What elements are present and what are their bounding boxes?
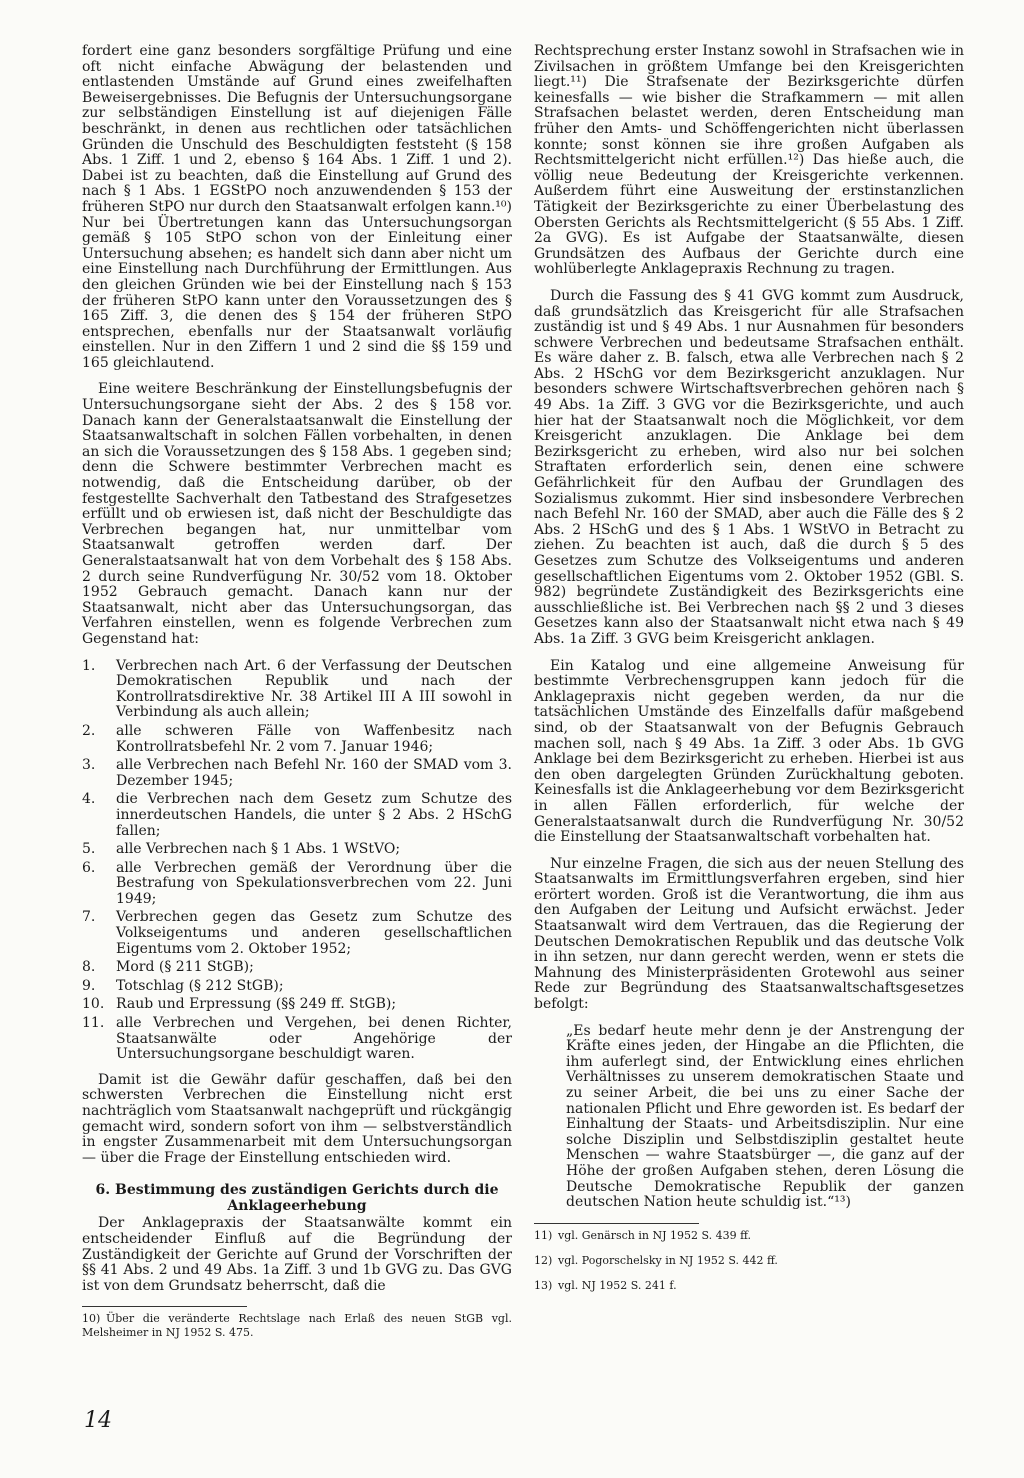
left-paragraph-3: Damit ist die Gewähr dafür geschaffen, daß bei den schwersten Verbrechen die Einstellung nicht erst nachträglich vom Staatsanwalt nachgeprüft und rückgängig gemacht wird, sondern sofort von ihm — selbstverständlich in engster Zusammenarbeit mit dem Untersuchungsorgan — über die Frage der Einstellung entschieden wird. <box>82 1071 512 1166</box>
left-paragraph-4: Der Anklagepraxis der Staatsanwälte kommt ein entscheidender Einfluß auf die Begründung der Zuständigkeit der Gerichte auf Grund der Vorschriften der §§ 41 Abs. 2 und 49 Abs. 1a Ziff. 3 und 1b GVG zu. Das GVG ist von dem Grundsatz beherrscht, daß die <box>82 1215 512 1294</box>
list-item: 8. Mord (§ 211 StGB); <box>82 959 254 976</box>
footnote-divider <box>82 1306 247 1307</box>
list-item: 7. Verbrechen gegen das Gesetz zum Schutze des Volkseigentums und anderen gesellschaftlichen Eigentums vom 2. Oktober 1952; <box>82 909 512 957</box>
right-paragraph-2: Durch die Fassung des § 41 GVG kommt zum Ausdruck, daß grundsätzlich das Kreisgericht für alle Strafsachen zuständig ist und § 49 Abs. 1 nur Ausnahmen für besonders schwere Verbrechen und bedeutsame Strafsachen enthält. Es wäre daher z. B. falsch, etwa alle Verbrechen nach § 2 Abs. 2 HSchG vor dem Bezirksgericht anzuklagen. Nur besonders schwere Wirtschaftsverbrechen gehören nach § 49 Abs. 1a Ziff. 3 GVG vor die Bezirksgerichte, und auch hier hat der Staatsanwalt noch die Möglichkeit, vor dem Kreisgericht anzuklagen. Die Anklage bei dem Bezirksgericht zu erheben, wird also nur bei solchen Straftaten erforderlich sein, denen eine schwere Gefährlichkeit für den Aufbau der Grundlagen des Sozialismus zukommt. Hier sind insbesondere Verbrechen nach Befehl Nr. 160 der SMAD, aber auch die Fälle des § 2 Abs. 2 HSchG und des § 1 Abs. 1 WStVO in Betracht zu ziehen. Zu beachten ist auch, daß die durch § 5 des Gesetzes zum Schutze des Volkseigentums und anderen gesellschaftlichen Eigentums vom 2. Oktober 1952 (GBl. S. 982) begründete Zuständigkeit des Bezirksgerichts eine ausschließliche ist. Bei Verbrechen nach §§ 2 und 3 dieses Gesetzes kann also der Staatsanwalt nicht etwa nach § 49 Abs. 1a Ziff. 3 GVG beim Kreisgericht anklagen. <box>534 287 964 647</box>
right-column <box>534 44 964 1304</box>
page-number: 14 <box>84 1408 112 1433</box>
list-item: 11. alle Verbrechen und Vergehen, bei denen Richter, Staatsanwälte oder Angehörige der Untersuchungsorgane beschuldigt waren. <box>82 1015 512 1063</box>
offense-list <box>82 659 512 1063</box>
footnote: 13) vgl. NJ 1952 S. 241 f. <box>534 1278 677 1292</box>
left-column <box>82 44 512 1351</box>
right-paragraph-1: Rechtsprechung erster Instanz sowohl in Strafsachen wie in Zivilsachen in größtem Umfange bei den Kreisgerichten liegt.¹¹) Die Strafsenate der Bezirksgerichte dürfen keinesfalls — wie bisher die Strafkammern — mit allen Strafsachen belastet werden, deren Entscheidung man früher den Amts- und Schöffengerichten nicht überlassen konnte; sonst können sie ihre großen Aufgaben als Rechtsmittelgericht nicht erfüllen.¹²) Das hieße auch, die völlig neue Bedeutung der Kreisgerichte verkennen. Außerdem führt eine Ausweitung der erstinstanzlichen Tätigkeit der Bezirksgerichte zu einer Überbelastung des Obersten Gerichts als Rechtsmittelgericht (§ 55 Abs. 1 Ziff. 2a GVG). Es ist Aufgabe der Staatsanwälte, diesen Grundsätzen des Aufbaus der Gerichte durch eine wohlüberlegte Anklagepraxis Rechnung zu tragen. <box>534 43 964 278</box>
right-paragraph-4: Nur einzelne Fragen, die sich aus der neuen Stellung des Staatsanwalts im Ermittlungsverfahren ergeben, sind hier erörtert worden. Groß ist die Verantwortung, die ihm aus den Aufgaben der Leitung und Aufsicht erwächst. Jeder Staatsanwalt wird dem Vertrauen, das die Regierung der Deutschen Demokratischen Republik und das deutsche Volk in ihn setzen, nur dann gerecht werden, wenn er stets die Mahnung des Ministerpräsidenten Grotewohl aus seiner Rede zur Begründung des Staatsanwaltschaftsgesetzes befolgt: <box>534 855 964 1013</box>
grotewohl-quote: „Es bedarf heute mehr denn je der Anstrengung der Kräfte eines jeden, der Hingabe an die Pflichten, die ihm auferlegt sind, der Entwicklung eines ehrlichen Verhältnisses zu unserem demokratischen Staate und zu seiner Arbeit, die bei uns zu einer Sache der nationalen Pflicht und Ehre geworden ist. Es bedarf der Einhaltung der Staats- und Arbeitsdisziplin. Nur eine solche Disziplin und Selbstdisziplin gestaltet heute Menschen — wahre Staatsbürger —, die ganz auf der Höhe der großen Aufgaben stehen, deren Lösung die Deutsche Demokratische Republik der ganzen deutschen Nation heute schuldig ist.“¹³) <box>566 1022 964 1211</box>
footnote: 10) Über die veränderte Rechtslage nach Erlaß des neuen StGB vgl. Melsheimer in NJ 1952 S. 475. <box>82 1312 512 1340</box>
footnote: 12) vgl. Pogorschelsky in NJ 1952 S. 442 ff. <box>534 1253 778 1267</box>
section-heading: 6. Bestimmung des zuständigen Gerichts durch die Anklageerhebung <box>95 1182 499 1215</box>
list-item: 1. Verbrechen nach Art. 6 der Verfassung der Deutschen Demokratischen Republik und nach der Kontrollratsdirektive Nr. 38 Artikel III A III sowohl in Verbindung als auch allein; <box>82 657 512 721</box>
right-paragraph-3: Ein Katalog und eine allgemeine Anweisung für bestimmte Verbrechensgruppen kann jedoch für die Anklagepraxis nicht gegeben werden, da nur die tatsächlichen Umstände des Einzelfalls dafür maßgebend sind, ob der Staatsanwalt von der Befugnis Gebrauch machen soll, nach § 49 Abs. 1a Ziff. 3 oder Abs. 1b GVG Anklage bei dem Bezirksgericht zu erheben. Hierbei ist aus den oben dargelegten Gründen Zurückhaltung geboten. Keinesfalls ist die Anklageerhebung vor dem Bezirksgericht in allen Fällen erforderlich, für welche der Generalstaatsanwalt durch die Rundverfügung Nr. 30/52 die Einstellung der Staatsanwaltschaft vorbehalten hat. <box>534 657 964 846</box>
footnote: 11) vgl. Genärsch in NJ 1952 S. 439 ff. <box>534 1228 752 1242</box>
footnote-divider <box>534 1223 699 1224</box>
left-paragraph-2: Eine weitere Beschränkung der Einstellungsbefugnis der Untersuchungsorgane sieht der Abs. 2 des § 158 vor. Danach kann der Generalstaatsanwalt die Einstellung der Staatsanwaltschaft in solchen Fällen vorbehalten, in denen an sich die Voraussetzungen des § 158 Abs. 1 gegeben sind; denn die Schwere bestimmter Verbrechen macht es notwendig, daß die Entscheidung darüber, ob der festgestellte Sachverhalt den Tatbestand des Strafgesetzes erfüllt und ob erwiesen ist, daß nicht der Beschuldigte das Verbrechen begangen hat, nur unmittelbar vom Staatsanwalt getroffen werden darf. Der Generalstaatsanwalt hat von dem Vorbehalt des § 158 Abs. 2 durch seine Rundverfügung Nr. 30/52 vom 18. Oktober 1952 Gebrauch gemacht. Danach kann nur der Staatsanwalt, nicht aber das Untersuchungsorgan, das Verfahren einstellen, wenn es folgende Verbrechen zum Gegenstand hat: <box>82 381 512 647</box>
list-item: 10. Raub und Erpressung (§§ 249 ff. StGB); <box>82 996 397 1013</box>
list-item: 6. alle Verbrechen gemäß der Verordnung über die Bestrafung von Spekulationsverbrechen vom 22. Juni 1949; <box>82 859 512 907</box>
list-item: 4. die Verbrechen nach dem Gesetz zum Schutze des innerdeutschen Handels, die unter § 2 Abs. 2 HSchG fallen; <box>82 791 512 839</box>
list-item: 9. Totschlag (§ 212 StGB); <box>82 977 284 994</box>
list-item: 5. alle Verbrechen nach § 1 Abs. 1 WStVO; <box>82 841 401 858</box>
list-item: 2. alle schweren Fälle von Waffenbesitz nach Kontrollratsbefehl Nr. 2 vom 7. Januar 1946; <box>82 722 512 755</box>
list-item: 3. alle Verbrechen nach Befehl Nr. 160 der SMAD vom 3. Dezember 1945; <box>82 757 512 789</box>
left-paragraph-1: fordert eine ganz besonders sorgfältige Prüfung und eine oft nicht einfache Abwägung der belastenden und entlastenden Umstände auf Grund eines zweifelhaften Beweisergebnisses. Die Befugnis der Untersuchungsorgane zur selbständigen Einstellung ist auf diejenigen Fälle beschränkt, in denen aus rechtlichen oder tatsächlichen Gründen die Unschuld des Beschuldigten feststeht (§ 158 Abs. 1 Ziff. 1 und 2, ebenso § 164 Abs. 1 Ziff. 1 und 2). Dabei ist zu beachten, daß die Einstellung auf Grund des nach § 1 Abs. 1 EGStPO noch anzuwendenden § 153 der früheren StPO nur durch den Staatsanwalt erfolgen kann.¹⁰) Nur bei Übertretungen kann das Untersuchungsorgan gemäß § 105 StPO schon von der Einleitung einer Untersuchung absehen; es handelt sich dann aber nicht um eine Einstellung nach Durchführung der Ermittlungen. Aus den gleichen Gründen wie bei der Einstellung nach § 153 der früheren StPO kann unter den Voraussetzungen des § 165 Ziff. 3, die denen des § 154 der früheren StPO entsprechen, ebenfalls nur der Staatsanwalt vorläufig einstellen. Nur in den Ziffern 1 und 2 sind die §§ 159 und 165 gleichlautend. <box>82 43 512 371</box>
